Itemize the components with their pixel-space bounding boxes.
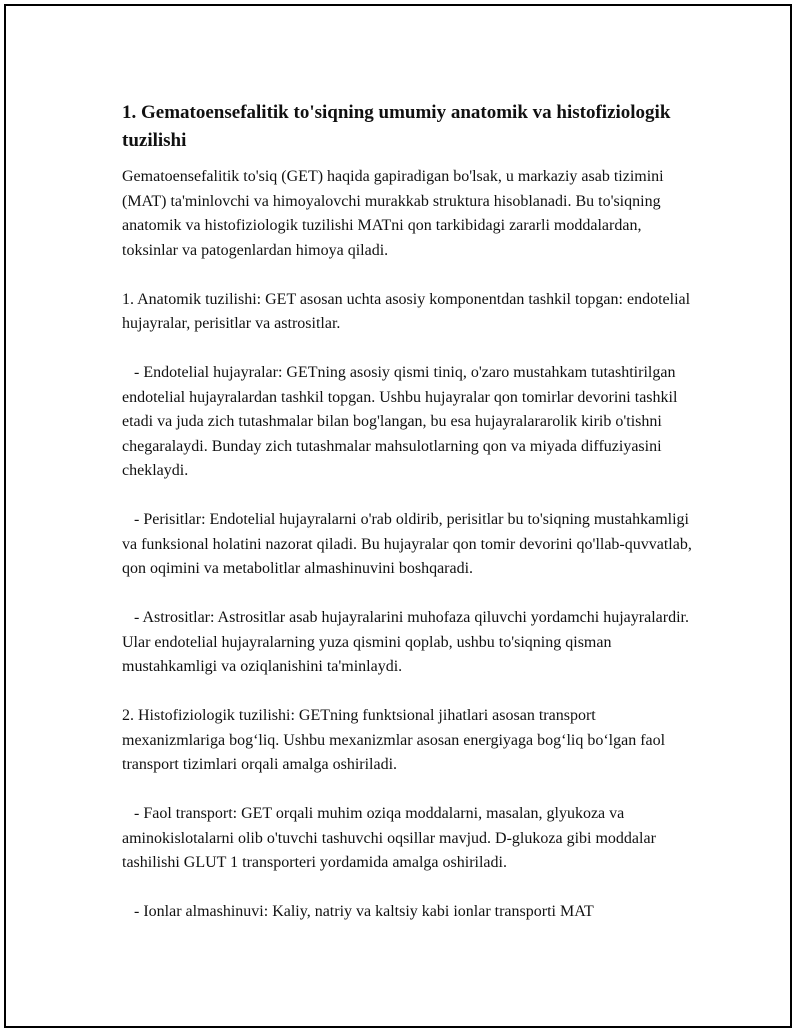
document-body <box>122 99 697 949</box>
intro-paragraph: Gematoensefalitik to'siq (GET) haqida gapiradigan bo'lsak, u markaziy asab tizimini (MAT) ta'minlovchi va himoyalovchi murakkab struktura hisoblanadi. Bu to'siqning anatomik va histofiziologik tuzilishi MATni qon tarkibidagi zararli moddalardan, toksinlar va patogenlardan himoya qiladi. <box>122 168 668 259</box>
active-transport-paragraph: - Faol transport: GET orqali muhim oziqa moddalarni, masalan, glyukoza va aminokislotalarni olib o'tuvchi tashuvchi oqsillar mavjud. D-glukoza gibi moddalar tashilishi GLUT 1 transporteri yordamida amalga oshiriladi. <box>122 805 660 871</box>
anatomy-paragraph: 1. Anatomik tuzilishi: GET asosan uchta asosiy komponentdan tashkil topgan: endotelial hujayralar, perisitlar va astrositlar. <box>122 290 695 332</box>
pericytes-paragraph: - Perisitlar: Endotelial hujayralarni o'rab oldirib, perisitlar bu to'siqning mustahkamligi va funksional holatini nazorat qiladi. Bu hujayralar qon tomir devorini qo'llab-quvvatlab, qon oqimini va metabolitlar almashinuvini boshqaradi. <box>122 511 696 577</box>
ion-exchange-paragraph: - Ionlar almashinuvi: Kaliy, natriy va kaltsiy kabi ionlar transporti MAT <box>134 903 594 920</box>
astrocytes-paragraph: - Astrositlar: Astrositlar asab hujayralarini muhofaza qiluvchi yordamchi hujayralardir. Ular endotelial hujayralarning yuza qismini qoplab, ushbu to'siqning qisman mustahkamligi va oziqlanishini ta'minlaydi. <box>122 609 693 675</box>
histophysiology-paragraph: 2. Histofiziologik tuzilishi: GETning funktsional jihatlari asosan transport mexanizmlariga bog‘liq. Ushbu mexanizmlar asosan energiyaga bog‘liq bo‘lgan faol transport tizimlari orqali amalga oshiriladi. <box>122 707 670 773</box>
endothelial-paragraph: - Endotelial hujayralar: GETning asosiy qismi tiniq, o'zaro mustahkam tutashtirilgan endotelial hujayralardan tashkil topgan. Ushbu hujayralar qon tomirlar devorini tashkil etadi va juda zich tutashmalar bilan bog'langan, bu esa hujayralararolik kirib o'tishni chegaralaydi. Bunday zich tutashmalar mahsulotlarning qon va miyada diffuziyasini cheklaydi. <box>122 364 682 479</box>
document-page <box>4 4 792 1028</box>
section-heading: 1. Gematoensefalitik to'siqning umumiy anatomik va histofiziologik tuzilishi <box>122 102 671 151</box>
